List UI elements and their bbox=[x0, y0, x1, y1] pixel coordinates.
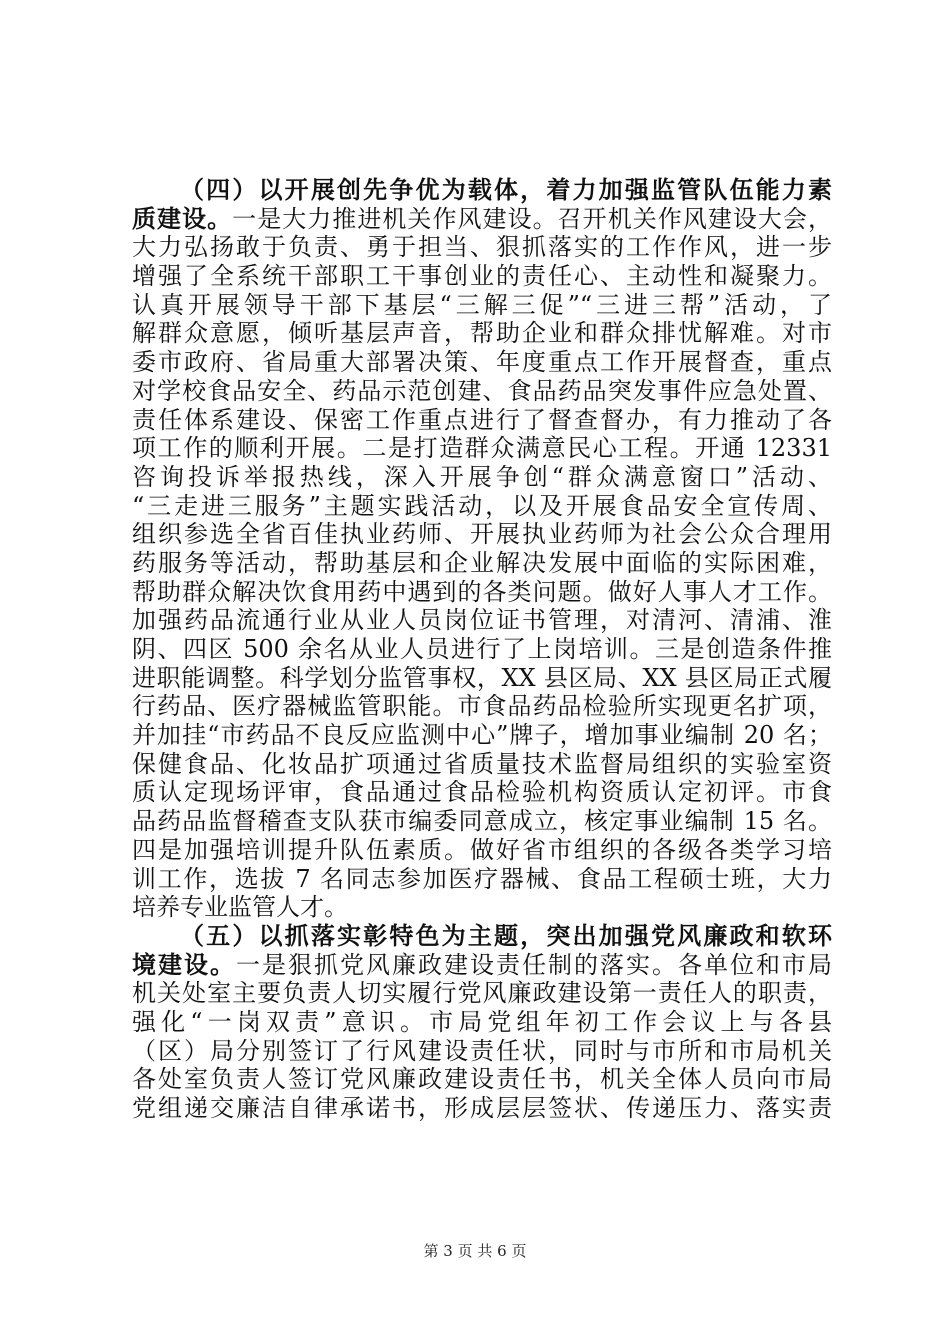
body-text-run: （区）局分别签订了行风建设责任状，同时与市所和市局机关 bbox=[132, 1036, 832, 1065]
text-line bbox=[132, 1008, 832, 1037]
text-line bbox=[132, 1094, 832, 1123]
text-line bbox=[132, 520, 832, 549]
text-line bbox=[132, 750, 832, 779]
body-text-run: 行药品、医疗器械监管职能。市食品药品检验所实现更名扩项， bbox=[132, 692, 832, 721]
body-text-run: 药服务等活动，帮助基层和企业解决发展中面临的实际困难， bbox=[132, 548, 832, 577]
text-line bbox=[132, 1065, 832, 1094]
heading-text: （五）以抓落实彰特色为主题，突出加强党风廉政和软环 bbox=[180, 920, 832, 950]
body-text bbox=[132, 176, 832, 1123]
text-line bbox=[132, 979, 832, 1008]
text-line bbox=[132, 692, 832, 721]
body-text-run: 认真开展领导干部下基层“三解三促”“三进三帮”活动，了 bbox=[132, 290, 832, 319]
text-line bbox=[132, 406, 832, 435]
body-text-run: 强化“一岗双责”意识。市局党组年初工作会议上与各县 bbox=[132, 1007, 832, 1036]
body-text-run: 咨询投诉举报热线，深入开展争创“群众满意窗口”活动、 bbox=[132, 462, 832, 491]
text-line bbox=[132, 233, 832, 262]
text-line bbox=[132, 176, 832, 205]
text-line bbox=[132, 463, 832, 492]
page-footer: 第 3 页 共 6 页 bbox=[423, 1242, 527, 1260]
body-text-run: 进职能调整。科学划分监管事权，XX 县区局、XX 县区局正式履 bbox=[132, 663, 832, 692]
body-text-run: 并加挂“市药品不良反应监测中心”牌子，增加事业编制 20 名； bbox=[132, 721, 832, 750]
heading-text: 质建设。 bbox=[132, 203, 233, 233]
body-text-run: 解群众意愿，倾听基层声音，帮助企业和群众排忧解难。对市 bbox=[132, 319, 832, 348]
text-line bbox=[132, 492, 832, 521]
body-text-run: 增强了全系统干部职工干事创业的责任心、主动性和凝聚力。 bbox=[132, 262, 832, 291]
body-text-run: 大力弘扬敢于负责、勇于担当、狠抓落实的工作作风，进一步 bbox=[132, 233, 832, 262]
body-text-run: 帮助群众解决饮食用药中遇到的各类问题。做好人事人才工作。 bbox=[132, 577, 832, 606]
text-line bbox=[132, 778, 832, 807]
text-line bbox=[132, 635, 832, 664]
body-text-run: 阴、四区 500 余名从业人员进行了上岗培训。三是创造条件推 bbox=[132, 635, 832, 663]
body-text-run: 品药品监督稽查支队获市编委同意成立，核定事业编制 15 名。 bbox=[132, 807, 832, 836]
body-text-run: 质认定现场评审，食品通过食品检验机构资质认定初评。市食 bbox=[132, 778, 832, 807]
body-text-run: 组织参选全省百佳执业药师、开展执业药师为社会公众合理用 bbox=[132, 520, 832, 549]
body-text-run: 培养专业监管人才。 bbox=[132, 893, 348, 922]
body-text-run: 一是狠抓党风廉政建设责任制的落实。各单位和市局 bbox=[236, 950, 832, 979]
body-text-run: 四是加强培训提升队伍素质。做好省市组织的各级各类学习培 bbox=[132, 835, 832, 864]
text-line bbox=[132, 434, 832, 463]
text-line bbox=[132, 262, 832, 291]
text-line bbox=[132, 377, 832, 406]
heading-text: （四）以开展创先争优为载体，着力加强监管队伍能力素 bbox=[180, 175, 832, 204]
text-line bbox=[132, 319, 832, 348]
text-line bbox=[132, 606, 832, 635]
body-text-run: 委市政府、省局重大部署决策、年度重点工作开展督查，重点 bbox=[132, 348, 832, 377]
text-line bbox=[132, 205, 832, 234]
text-line bbox=[132, 893, 832, 922]
text-line bbox=[132, 951, 832, 980]
body-text-run: 对学校食品安全、药品示范创建、食品药品突发事件应急处置、 bbox=[132, 376, 832, 405]
text-line bbox=[132, 1037, 832, 1066]
body-text-run: 党组递交廉洁自律承诺书，形成层层签状、传递压力、落实责 bbox=[132, 1094, 832, 1122]
body-text-run: “三走进三服务”主题实践活动，以及开展食品安全宣传周、 bbox=[132, 491, 832, 520]
body-text-run: 项工作的顺利开展。二是打造群众满意民心工程。开通 12331 bbox=[132, 434, 832, 463]
text-line bbox=[132, 578, 832, 607]
body-text-run: 训工作，选拔 7 名同志参加医疗器械、食品工程硕士班，大力 bbox=[132, 864, 832, 893]
body-text-run: 一是大力推进机关作风建设。召开机关作风建设大会， bbox=[232, 204, 833, 233]
text-line bbox=[132, 549, 832, 578]
text-line bbox=[132, 664, 832, 693]
text-line bbox=[132, 721, 832, 750]
text-line bbox=[132, 922, 832, 951]
body-text-run: 加强药品流通行业从业人员岗位证书管理，对清河、清浦、淮 bbox=[132, 606, 832, 635]
heading-text: 境建设。 bbox=[132, 949, 236, 979]
body-text-run: 机关处室主要负责人切实履行党风廉政建设第一责任人的职责， bbox=[132, 979, 832, 1008]
text-line bbox=[132, 836, 832, 865]
text-line bbox=[132, 865, 832, 894]
body-text-run: 保健食品、化妆品扩项通过省质量技术监督局组织的实验室资 bbox=[132, 749, 832, 778]
body-text-run: 各处室负责人签订党风廉政建设责任书，机关全体人员向市局 bbox=[132, 1065, 832, 1094]
text-line bbox=[132, 291, 832, 320]
body-text-run: 责任体系建设、保密工作重点进行了督查督办，有力推动了各 bbox=[132, 405, 832, 434]
text-line bbox=[132, 348, 832, 377]
text-line bbox=[132, 807, 832, 836]
